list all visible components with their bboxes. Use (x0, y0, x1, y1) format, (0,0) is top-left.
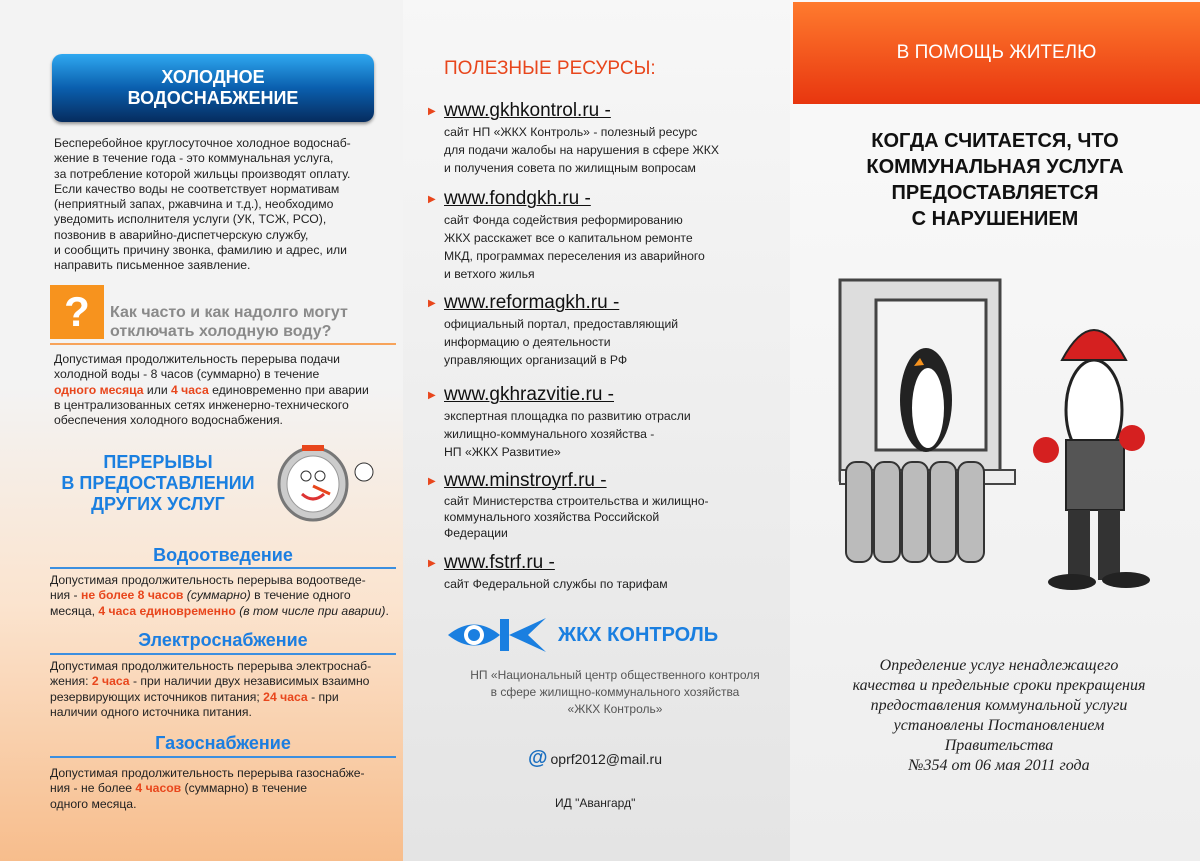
arrow-icon: ▶ (428, 390, 436, 401)
divider (50, 343, 396, 345)
resource-link[interactable]: www.gkhrazvitie.ru - (444, 384, 614, 405)
resource-item (428, 470, 709, 541)
resource-link[interactable]: www.reformagkh.ru - (444, 292, 620, 313)
cold-water-header: ХОЛОДНОЕ ВОДОСНАБЖЕНИЕ (52, 54, 374, 122)
regulation-note: Определение услуг ненадлежащего качества и предельные сроки прекращения предоставления коммунальной услуги установлены Постановлением Правительства №354 от 06 мая 2011 года (852, 657, 1146, 774)
resource-description: официальный портал, предоставляющий информацию о деятельности управляющих организаций в РФ (444, 317, 679, 367)
resource-description: сайт Министерства строительства и жилищно- коммунального хозяйства Российской Федерации (444, 494, 709, 540)
resource-description: сайт Фонда содействия реформированию ЖКХ расскажет все о капитальном ремонте МКД, программах переселения из аварийного и ветхого жилья (444, 213, 705, 281)
arrow-icon: ▶ (428, 194, 436, 205)
right-title: КОГДА СЧИТАЕТСЯ, ЧТО КОММУНАЛЬНАЯ УСЛУГА ПРЕДОСТАВЛЯЕТСЯ С НАРУШЕНИЕМ (866, 130, 1124, 230)
resource-item (428, 384, 691, 461)
resource-link[interactable]: www.fstrf.ru - (444, 552, 555, 573)
resource-item (428, 552, 668, 593)
section-text-gas: Допустимая продолжительность перерыва газоснабже- ния - не более 4 часов (суммарно) в течение одного месяца. (50, 766, 365, 811)
left-panel (0, 0, 403, 861)
arrow-icon: ▶ (428, 106, 436, 117)
section-title-gas: Газоснабжение (155, 733, 291, 753)
resource-link[interactable]: www.gkhkontrol.ru - (444, 100, 611, 121)
resource-item (428, 188, 705, 283)
section-text-water-disposal: Допустимая продолжительность перерыва водоотведе- ния - не более 8 часов (суммарно) в течение одного месяца, 4 часа единовременно (в том числе при аварии). (50, 573, 389, 618)
organization-text: НП «Национальный центр общественного контроля в сфере жилищно-коммунального хозяйства «ЖКХ Контроль» (470, 668, 760, 716)
intro-text: Бесперебойное круглосуточное холодное водоснаб- жение в течение года - это коммунальная услуга, за потребление которой жильцы производят оплату. Если качество воды не соответствует нормативам (неприятный запах, ржавчина и т.д.), необходимо уведомить исполнителя услуги (УК, ТСЖ, РСО), позвонив в аварийно-диспетчерскую службу, и сообщить причину звонка, фамилию и адрес, или направить письменное заявление. (54, 136, 351, 273)
section-title-electricity: Электроснабжение (138, 630, 308, 650)
at-icon: @ (528, 747, 548, 769)
interruptions-heading: ПЕРЕРЫВЫ В ПРЕДОСТАВЛЕНИИ ДРУГИХ УСЛУГ (61, 452, 255, 514)
resource-item (428, 100, 719, 177)
resource-description: сайт Федеральной службы по тарифам (444, 577, 668, 591)
resource-link[interactable]: www.minstroyrf.ru - (444, 470, 607, 491)
answer-text: Допустимая продолжительность перерыва подачи холодной воды - 8 часов (суммарно) в течение одного месяца или 4 часа единовременно при аварии в централизованных сетях инженерно-технического обеспечения холодного водоснабжения. (54, 352, 369, 428)
logo-text: ЖКХ КОНТРОЛЬ (558, 624, 719, 646)
question-mark-icon: ? (50, 285, 104, 339)
arrow-icon: ▶ (428, 476, 436, 487)
email-contact (528, 747, 662, 770)
divider (50, 653, 396, 655)
resource-link[interactable]: www.fondgkh.ru - (444, 188, 591, 209)
arrow-icon: ▶ (428, 298, 436, 309)
divider (50, 567, 396, 569)
cartoon-illustration (836, 270, 1176, 610)
resource-description: экспертная площадка по развитию отрасли жилищно-коммунального хозяйства - НП «ЖКХ Развитие» (444, 409, 691, 459)
arrow-icon: ▶ (428, 558, 436, 569)
resource-description: сайт НП «ЖКХ Контроль» - полезный ресурс для подачи жалобы на нарушения в сфере ЖКХ и получения совета по жилищным вопросам (444, 125, 719, 175)
question-heading: Как часто и как надолго могут отключать холодную воду? (110, 304, 348, 340)
zhkh-kontrol-logo-icon (446, 616, 550, 654)
section-title-water-disposal: Водоотведение (153, 545, 293, 565)
resource-item (428, 292, 679, 369)
publisher-text: ИД "Авангард" (555, 796, 636, 810)
clock-mascot-icon (268, 442, 383, 522)
banner-heading: В ПОМОЩЬ ЖИТЕЛЮ (793, 2, 1200, 104)
section-text-electricity: Допустимая продолжительность перерыва электроснаб- жения: 2 часа - при наличии двух независимых взаимно резервирующих источников питания; 24 часа - при наличии одного источника питания. (50, 659, 372, 719)
resources-title: ПОЛЕЗНЫЕ РЕСУРСЫ: (444, 58, 656, 79)
email-link[interactable]: oprf2012@mail.ru (550, 750, 663, 767)
divider (50, 756, 396, 758)
